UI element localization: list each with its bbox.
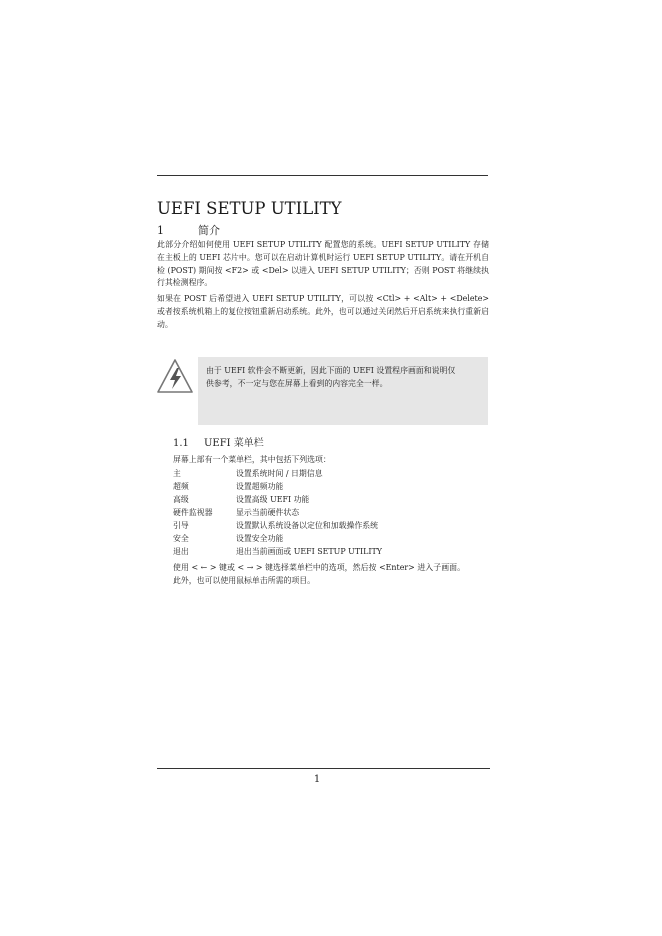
menu-item-description: 设置默认系统设备以定位和加载操作系统: [236, 521, 379, 530]
footer-rule: [157, 768, 490, 769]
section-title: 简介: [198, 224, 220, 237]
menu-item-name: 硬件监视器: [173, 508, 213, 517]
menu-item-name: 主: [173, 469, 181, 478]
menu-item-name: 引导: [173, 521, 189, 530]
menu-item-name: 高级: [173, 495, 189, 504]
page-number: 1: [313, 774, 321, 785]
intro-paragraph: 此部分介绍如何使用 UEFI SETUP UTILITY 配置您的系统。UEFI SETUP UTILITY 存储在主板上的 UEFI 芯片中。您可以在启动计算机时运行 UEFI SETUP UTILITY。请在开机自检 (POST) 期间按 <F2> 或 <Del> 以进入 UEFI SETUP UTILITY；否则 POST 将继续执行其检测程序。: [157, 240, 489, 288]
menu-item-name: 退出: [173, 547, 189, 556]
reboot-paragraph: 如果在 POST 后希望进入 UEFI SETUP UTILITY，可以按 <Ctl> + <Alt> + <Delete> 或者按系统机箱上的复位按钮重新启动系统。此外，也可以通过关闭然后开启系统来执行重新启动。: [157, 294, 489, 329]
subsection-title: UEFI 菜单栏: [204, 438, 264, 449]
table-row: [173, 493, 382, 506]
menu-item-name: 安全: [173, 534, 189, 543]
subsection-number: 1.1: [173, 438, 189, 449]
table-row: [173, 467, 382, 480]
navigation-paragraph: 使用 < ← > 键或 < → > 键选择菜单栏中的选项，然后按 <Enter> 进入子画面。此外，也可以使用鼠标单击所需的项目。: [173, 563, 465, 585]
note-text: 由于 UEFI 软件会不断更新，因此下面的 UEFI 设置程序画面和说明仅供参考，不一定与您在屏幕上看到的内容完全一样。: [206, 366, 456, 388]
table-row: [173, 545, 382, 558]
menu-intro: 屏幕上部有一个菜单栏，其中包括下列选项：: [173, 455, 331, 464]
menu-item-description: 设置超频功能: [236, 482, 284, 491]
table-row: [173, 480, 382, 493]
menu-item-description: 退出当前画面或 UEFI SETUP UTILITY: [236, 547, 383, 556]
menu-item-description: 设置系统时间 / 日期信息: [236, 469, 323, 478]
header-rule: [157, 175, 488, 176]
menu-item-description: 显示当前硬件状态: [236, 508, 300, 517]
menu-item-name: 超频: [173, 482, 189, 491]
section-number: 1: [157, 224, 164, 237]
menu-item-description: 设置高级 UEFI 功能: [236, 495, 310, 504]
table-row: [173, 506, 382, 519]
table-row: [173, 532, 382, 545]
table-row: [173, 519, 382, 532]
page-title: UEFI SETUP UTILITY: [157, 199, 342, 218]
warning-lightning-icon: [156, 358, 194, 394]
menu-table: [173, 467, 382, 558]
menu-item-description: 设置安全功能: [236, 534, 284, 543]
